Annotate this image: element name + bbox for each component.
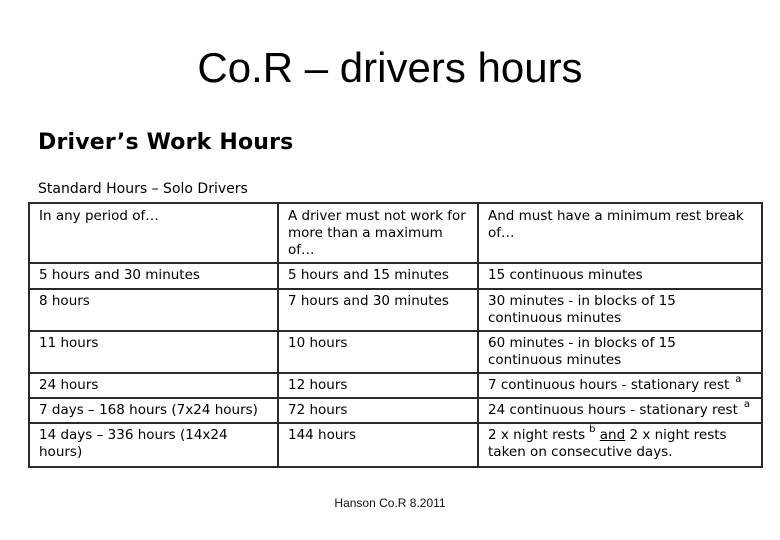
table-row [29, 373, 762, 398]
cell-rest-part2: 2 x night rests taken on consecutive days. [488, 427, 727, 460]
column-header-max-work: A driver must not work for more than a maximum of… [278, 203, 478, 263]
footnote-marker: a [743, 398, 751, 410]
footnote-marker: a [735, 373, 742, 385]
table-row [29, 331, 762, 373]
table-row [29, 423, 762, 467]
cell-rest [478, 423, 762, 467]
table-header-row [29, 203, 762, 263]
cell-max-work: 10 hours [278, 331, 478, 373]
cell-rest: 30 minutes - in blocks of 15 continuous minutes [478, 289, 762, 331]
hours-table-container [28, 202, 761, 461]
cell-rest: 15 continuous minutes [478, 263, 762, 289]
cell-max-work: 5 hours and 15 minutes [278, 263, 478, 289]
cell-rest-text: 7 continuous hours - stationary rest [488, 377, 730, 393]
table-caption: Standard Hours – Solo Drivers [38, 181, 248, 197]
cell-period: 24 hours [29, 373, 278, 398]
slide-footer: Hanson Co.R 8.2011 [334, 496, 446, 510]
cell-max-work: 144 hours [278, 423, 478, 467]
cell-period: 7 days – 168 hours (7x24 hours) [29, 398, 278, 423]
cell-max-work: 72 hours [278, 398, 478, 423]
cell-rest-and: and [599, 427, 626, 443]
cell-period: 14 days – 336 hours (14x24 hours) [29, 423, 278, 467]
cell-rest: 60 minutes - in blocks of 15 continuous minutes [478, 331, 762, 373]
cell-rest-text: 24 continuous hours - stationary rest [488, 402, 738, 418]
hours-table [28, 202, 763, 468]
cell-rest [478, 398, 762, 423]
table-row [29, 289, 762, 331]
table-row [29, 398, 762, 423]
cell-max-work: 12 hours [278, 373, 478, 398]
cell-period: 5 hours and 30 minutes [29, 263, 278, 289]
footnote-marker: b [589, 423, 596, 435]
table-row [29, 263, 762, 289]
cell-rest-part1: 2 x night rests [488, 427, 586, 443]
column-header-period: In any period of… [29, 203, 278, 263]
cell-rest [478, 373, 762, 398]
cell-period: 8 hours [29, 289, 278, 331]
cell-period: 11 hours [29, 331, 278, 373]
cell-max-work: 7 hours and 30 minutes [278, 289, 478, 331]
document-heading: Driver’s Work Hours [38, 130, 294, 155]
column-header-rest: And must have a minimum rest break of… [478, 203, 762, 263]
slide-title: Co.R – drivers hours [197, 44, 583, 91]
